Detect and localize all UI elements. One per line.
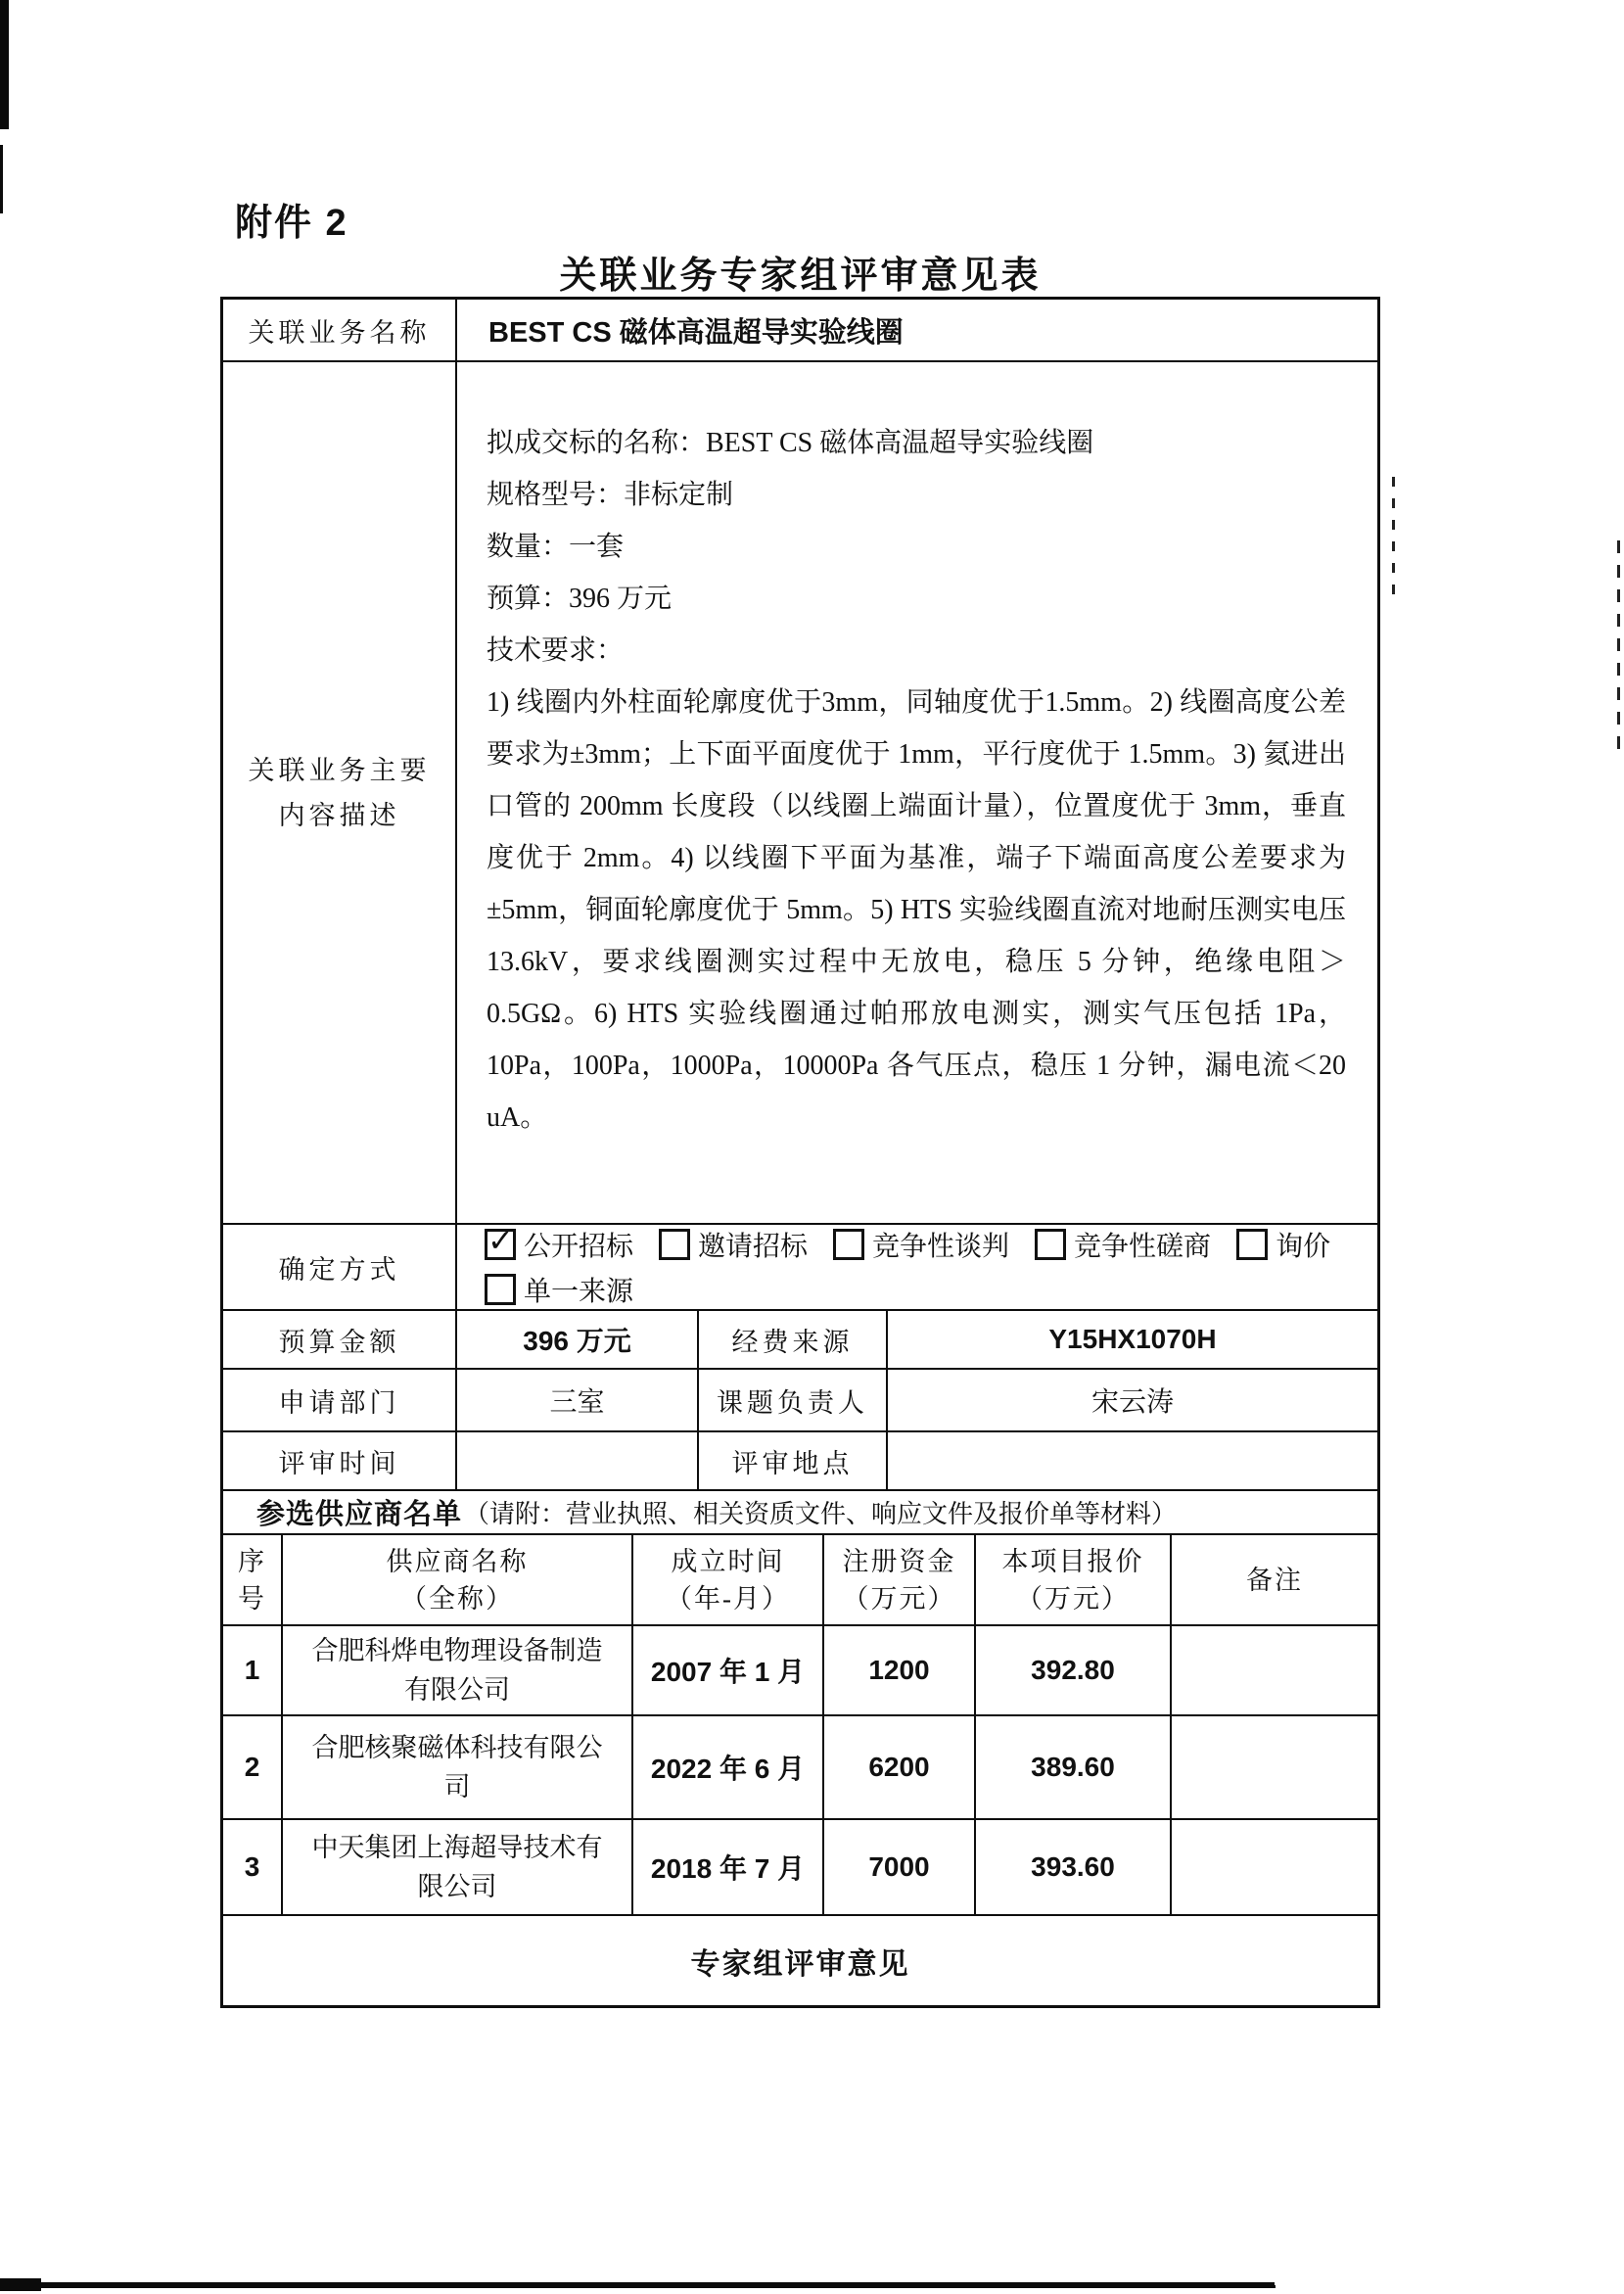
description-field-budget: 预算：396 万元 xyxy=(487,584,673,614)
method-options-line1 xyxy=(485,1225,1356,1264)
checkbox-icon xyxy=(833,1229,864,1260)
budget-label: 预算金额 xyxy=(278,1327,400,1357)
description-field-spec: 规格型号：非标定制 xyxy=(487,480,734,510)
supplier-2-founded: 2022 年 6 月 xyxy=(631,1716,822,1818)
supplier-3-no: 3 xyxy=(244,1851,260,1882)
supplier-3-note xyxy=(1170,1820,1377,1914)
checkbox-icon xyxy=(659,1229,690,1260)
row-business-name xyxy=(223,300,1377,362)
supplier-1-no: 1 xyxy=(244,1655,260,1685)
header-capital xyxy=(822,1535,974,1624)
review-place-value xyxy=(886,1432,1377,1489)
header-price-line2: （万元） xyxy=(1016,1583,1130,1614)
description-content xyxy=(455,362,1377,1223)
header-supplier-name-line2: （全称） xyxy=(400,1583,514,1614)
supplier-2-note xyxy=(1170,1716,1377,1818)
header-note-line1: 备注 xyxy=(1246,1565,1303,1595)
project-leader-value: 宋云涛 xyxy=(886,1370,1377,1430)
checkbox-option-public-bidding xyxy=(485,1225,633,1264)
checkbox-option-competitive-negotiation xyxy=(833,1225,1009,1264)
header-founded-line1: 成立时间 xyxy=(671,1546,785,1576)
check-icon: ✓ xyxy=(487,1223,514,1258)
project-leader-label: 课题负责人 xyxy=(697,1370,886,1430)
supplier-2-name: 合肥核聚磁体科技有限公司 xyxy=(281,1716,631,1818)
supplier-3-capital: 7000 xyxy=(822,1820,974,1914)
supplier-1-capital: 1200 xyxy=(822,1626,974,1714)
attachment-label: 附件 2 xyxy=(235,203,348,244)
supplier-1-price: 392.80 xyxy=(974,1626,1170,1714)
scan-artifact-bottom-tick xyxy=(1229,2285,1276,2288)
suppliers-section-cell xyxy=(223,1491,1377,1533)
supplier-3-price: 393.60 xyxy=(974,1820,1170,1914)
header-no xyxy=(223,1535,281,1624)
row-review-time-place xyxy=(223,1432,1377,1491)
checkbox-icon xyxy=(485,1223,516,1260)
checkbox-option-competitive-consultation xyxy=(1035,1225,1211,1264)
row-department-leader xyxy=(223,1370,1377,1432)
supplier-2-price: 389.60 xyxy=(974,1716,1170,1818)
row-method xyxy=(223,1225,1377,1311)
method-options xyxy=(455,1225,1377,1309)
description-tech-requirements: 1) 线圈内外柱面轮廓度优于3mm，同轴度优于1.5mm。2) 线圈高度公差要求为±3mm；上下面平面度优于 1mm，平行度优于 1.5mm。3) 氦进出口管的 200mm 长度段（以线圈上端面计量），位置度优于 3mm，垂直度优于 2mm。4) 以线圈下平面为基准，端子下端面高度公差要求为±5mm，铜面轮廓度优于 5mm。5) HTS 实验线圈直流对地耐压测实电压 13.6kV，要求线圈测实过程中无放电，稳压 5 分钟，绝缘电阻＞0.5GΩ。6) HTS 实验线圈通过帕邢放电测实，测实气压包括 1Pa，10Pa，100Pa，1000Pa，10000Pa 各气压点，稳压 1 分钟，漏电流＜20 uA。 xyxy=(487,687,1346,1133)
suppliers-header-row xyxy=(223,1535,1377,1626)
row-budget-funding xyxy=(223,1311,1377,1370)
scan-artifact-corner xyxy=(0,0,9,129)
supplier-1-note xyxy=(1170,1626,1377,1714)
funding-source-value: Y15HX1070H xyxy=(886,1311,1377,1368)
supplier-row-3 xyxy=(223,1820,1377,1916)
department-value: 三室 xyxy=(455,1370,697,1430)
supplier-1-name: 合肥科烨电物理设备制造有限公司 xyxy=(281,1626,631,1714)
row-suppliers-section-title xyxy=(223,1491,1377,1535)
checkbox-icon xyxy=(1035,1229,1066,1260)
scan-artifact-bottom-blob xyxy=(0,2278,41,2291)
checkbox-icon xyxy=(1236,1229,1268,1260)
budget-value: 396 万元 xyxy=(455,1311,697,1368)
checkbox-option-label: 单一来源 xyxy=(524,1277,634,1307)
description-field-tech-label: 技术要求： xyxy=(487,635,625,666)
header-capital-line2: （万元） xyxy=(842,1583,956,1614)
header-founded xyxy=(631,1535,822,1624)
description-field-quantity: 数量：一套 xyxy=(487,532,625,562)
funding-source-label: 经费来源 xyxy=(697,1311,886,1368)
business-name-label: 关联业务名称 xyxy=(248,317,431,348)
supplier-2-capital: 6200 xyxy=(822,1716,974,1818)
header-price xyxy=(974,1535,1170,1624)
header-founded-line2: （年-月） xyxy=(666,1583,790,1614)
checkbox-option-label: 询价 xyxy=(1276,1232,1331,1262)
review-form-table xyxy=(220,297,1380,2008)
checkbox-option-label: 公开招标 xyxy=(524,1232,634,1262)
scan-artifact-right-dashes xyxy=(1617,540,1620,751)
description-label: 关联业务主要内容描述 xyxy=(248,755,431,830)
row-expert-opinion xyxy=(223,1916,1377,2005)
header-price-line1: 本项目报价 xyxy=(1001,1546,1144,1576)
checkbox-option-invited-bidding xyxy=(659,1225,808,1264)
review-time-value xyxy=(455,1432,697,1489)
header-note xyxy=(1170,1535,1377,1624)
method-options-line2 xyxy=(485,1270,659,1309)
description-field-name: 拟成交标的名称：BEST CS 磁体高温超导实验线圈 xyxy=(487,428,1094,458)
checkbox-option-inquiry xyxy=(1236,1225,1330,1264)
method-label: 确定方式 xyxy=(278,1254,400,1285)
supplier-3-name: 中天集团上海超导技术有限公司 xyxy=(281,1820,631,1914)
header-no-line2: 号 xyxy=(238,1583,266,1614)
supplier-1-founded: 2007 年 1 月 xyxy=(631,1626,822,1714)
header-no-line1: 序 xyxy=(238,1546,266,1576)
scan-artifact-table-dashes xyxy=(1392,477,1395,599)
supplier-2-no: 2 xyxy=(244,1752,260,1782)
header-supplier-name xyxy=(281,1535,631,1624)
header-capital-line1: 注册资金 xyxy=(842,1546,956,1576)
business-name-value: BEST CS 磁体高温超导实验线圈 xyxy=(455,300,1377,360)
scan-artifact-corner-speck xyxy=(0,145,3,213)
checkbox-option-label: 邀请招标 xyxy=(698,1232,809,1262)
checkbox-option-single-source xyxy=(485,1270,633,1309)
checkbox-option-label: 竞争性谈判 xyxy=(872,1232,1010,1262)
supplier-3-founded: 2018 年 7 月 xyxy=(631,1820,822,1914)
suppliers-section-title: 参选供应商名单 xyxy=(256,1499,463,1530)
expert-opinion-title: 专家组评审意见 xyxy=(690,1947,910,1981)
supplier-row-1 xyxy=(223,1626,1377,1716)
description-label-cell xyxy=(223,362,455,1223)
suppliers-section-note: （请附：营业执照、相关资质文件、响应文件及报价单等材料） xyxy=(464,1500,1178,1528)
supplier-row-2 xyxy=(223,1716,1377,1820)
review-place-label: 评审地点 xyxy=(697,1432,886,1489)
checkbox-icon xyxy=(485,1274,516,1305)
row-description xyxy=(223,362,1377,1225)
department-label: 申请部门 xyxy=(278,1387,400,1418)
checkbox-option-label: 竞争性磋商 xyxy=(1074,1232,1212,1262)
page-title: 关联业务专家组评审意见表 xyxy=(559,256,1042,297)
header-supplier-name-line1: 供应商名称 xyxy=(386,1546,529,1576)
scan-artifact-bottom-streak xyxy=(0,2282,1275,2288)
review-time-label: 评审时间 xyxy=(278,1448,400,1478)
